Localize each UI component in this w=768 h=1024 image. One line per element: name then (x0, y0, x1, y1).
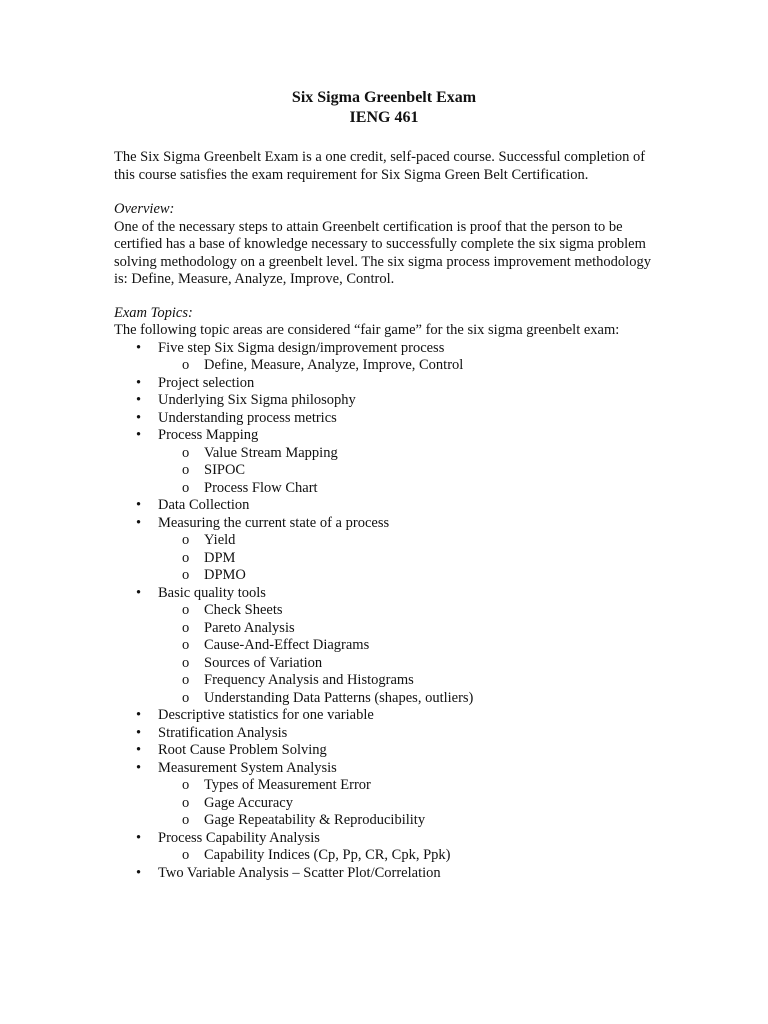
subtopic-item (158, 462, 654, 480)
bullet-icon: • (136, 742, 142, 758)
circle-bullet-icon: o (182, 602, 190, 618)
subtopic-list (158, 532, 654, 585)
topic-item (114, 725, 654, 743)
subtopic-item (158, 812, 654, 830)
subtopic-item (158, 690, 654, 708)
topic-label: Data Collection (158, 497, 250, 513)
overview-heading: Overview: (114, 201, 175, 217)
topic-item (114, 375, 654, 393)
topic-item (114, 865, 654, 883)
subtopic-item (158, 567, 654, 585)
topic-label: Descriptive statistics for one variable (158, 707, 374, 723)
subtopic-label: Gage Repeatability & Reproducibility (204, 812, 426, 828)
bullet-icon: • (136, 829, 142, 846)
bullet-icon: • (136, 759, 142, 776)
circle-bullet-icon: o (182, 654, 190, 671)
subtopic-item (158, 655, 654, 673)
bullet-icon: • (136, 707, 142, 723)
subtopic-item (158, 602, 654, 620)
spacer (114, 184, 654, 201)
bullet-icon: • (136, 427, 142, 443)
circle-bullet-icon: o (182, 794, 190, 811)
topic-label: Process Capability Analysis (158, 829, 320, 846)
circle-bullet-icon: o (182, 549, 190, 566)
subtopic-item (158, 795, 654, 813)
subtopic-label: DPMO (204, 567, 246, 583)
subtopic-label: Cause-And-Effect Diagrams (204, 637, 370, 653)
subtopic-label: Define, Measure, Analyze, Improve, Control (204, 357, 464, 373)
subtopic-label: Understanding Data Patterns (shapes, outliers) (204, 689, 474, 706)
subtopic-list (158, 357, 654, 375)
subtopic-item (158, 847, 654, 865)
circle-bullet-icon: o (182, 479, 190, 496)
topic-label: Stratification Analysis (158, 724, 288, 741)
overview-paragraph: One of the necessary steps to attain Greenbelt certification is proof that the person to be certified has a base of knowledge necessary to successfully complete the six sigma problem solving methodology on a greenbelt level. The six sigma process improvement methodology is: Define, Measure, Analyze, Improve, Control. (114, 218, 651, 287)
topic-label: Five step Six Sigma design/improvement process (158, 339, 445, 356)
subtopic-list (158, 445, 654, 498)
topic-item (114, 585, 654, 708)
subtopic-label: Frequency Analysis and Histograms (204, 672, 414, 688)
subtopic-label: Pareto Analysis (204, 619, 295, 636)
bullet-icon: • (136, 584, 142, 601)
subtopic-item (158, 480, 654, 498)
subtopic-item (158, 357, 654, 375)
subtopic-list (158, 602, 654, 707)
bullet-icon: • (136, 392, 142, 408)
topic-item (114, 427, 654, 497)
bullet-icon: • (136, 514, 142, 531)
exam-topics-intro: The following topic areas are considered “fair game” for the six sigma greenbelt exam: (114, 322, 620, 338)
topic-item (114, 830, 654, 865)
topic-label: Understanding process metrics (158, 409, 337, 426)
topic-item (114, 392, 654, 410)
topic-label: Process Mapping (158, 427, 259, 443)
topic-item (114, 410, 654, 428)
spacer (114, 128, 654, 149)
circle-bullet-icon: o (182, 847, 190, 863)
topic-label: Basic quality tools (158, 584, 266, 601)
circle-bullet-icon: o (182, 567, 190, 583)
subtopic-item (158, 777, 654, 795)
topic-item (114, 760, 654, 830)
subtopic-label: Capability Indices (Cp, Pp, CR, Cpk, Ppk) (204, 847, 451, 863)
topic-label: Measurement System Analysis (158, 759, 337, 776)
subtopic-item (158, 637, 654, 655)
bullet-icon: • (136, 339, 142, 356)
circle-bullet-icon: o (182, 357, 190, 373)
circle-bullet-icon: o (182, 812, 190, 828)
subtopic-item (158, 532, 654, 550)
subtopic-label: Sources of Variation (204, 654, 323, 671)
circle-bullet-icon: o (182, 444, 190, 461)
topic-item (114, 497, 654, 515)
bullet-icon: • (136, 409, 142, 426)
intro-paragraph: The Six Sigma Greenbelt Exam is a one credit, self-paced course. Successful completion of this course satisfies the exam requirement for Six Sigma Green Belt Certification. (114, 149, 646, 183)
circle-bullet-icon: o (182, 462, 190, 478)
subtopic-item (158, 620, 654, 638)
subtopic-item (158, 550, 654, 568)
subtopic-label: Gage Accuracy (204, 794, 293, 811)
subtopic-label: Value Stream Mapping (204, 444, 338, 461)
topic-label: Measuring the current state of a process (158, 514, 390, 531)
topic-item (114, 742, 654, 760)
subtopic-label: Yield (204, 532, 236, 548)
course-code: IENG 461 (349, 109, 419, 126)
subtopic-list (158, 847, 654, 865)
topic-label: Underlying Six Sigma philosophy (158, 392, 356, 408)
topic-item (114, 707, 654, 725)
circle-bullet-icon: o (182, 532, 190, 548)
circle-bullet-icon: o (182, 619, 190, 636)
exam-topics-heading: Exam Topics: (114, 304, 193, 321)
subtopic-item (158, 672, 654, 690)
topic-label: Project selection (158, 374, 255, 391)
spacer (114, 289, 654, 305)
topic-label: Two Variable Analysis – Scatter Plot/Correlation (158, 864, 441, 881)
bullet-icon: • (136, 864, 142, 881)
subtopic-label: Process Flow Chart (204, 479, 318, 496)
subtopic-label: Check Sheets (204, 602, 283, 618)
subtopic-item (158, 445, 654, 463)
bullet-icon: • (136, 374, 142, 391)
bullet-icon: • (136, 497, 142, 513)
topic-item (114, 340, 654, 375)
subtopic-label: SIPOC (204, 462, 246, 478)
bullet-icon: • (136, 724, 142, 741)
topics-list (114, 340, 654, 883)
subtopic-label: Types of Measurement Error (204, 777, 371, 793)
subtopic-list (158, 777, 654, 830)
circle-bullet-icon: o (182, 689, 190, 706)
topic-label: Root Cause Problem Solving (158, 742, 327, 758)
topic-item (114, 515, 654, 585)
circle-bullet-icon: o (182, 637, 190, 653)
circle-bullet-icon: o (182, 672, 190, 688)
document-title: Six Sigma Greenbelt Exam (291, 89, 477, 106)
circle-bullet-icon: o (182, 777, 190, 793)
subtopic-label: DPM (204, 549, 236, 566)
document-content (114, 88, 654, 882)
